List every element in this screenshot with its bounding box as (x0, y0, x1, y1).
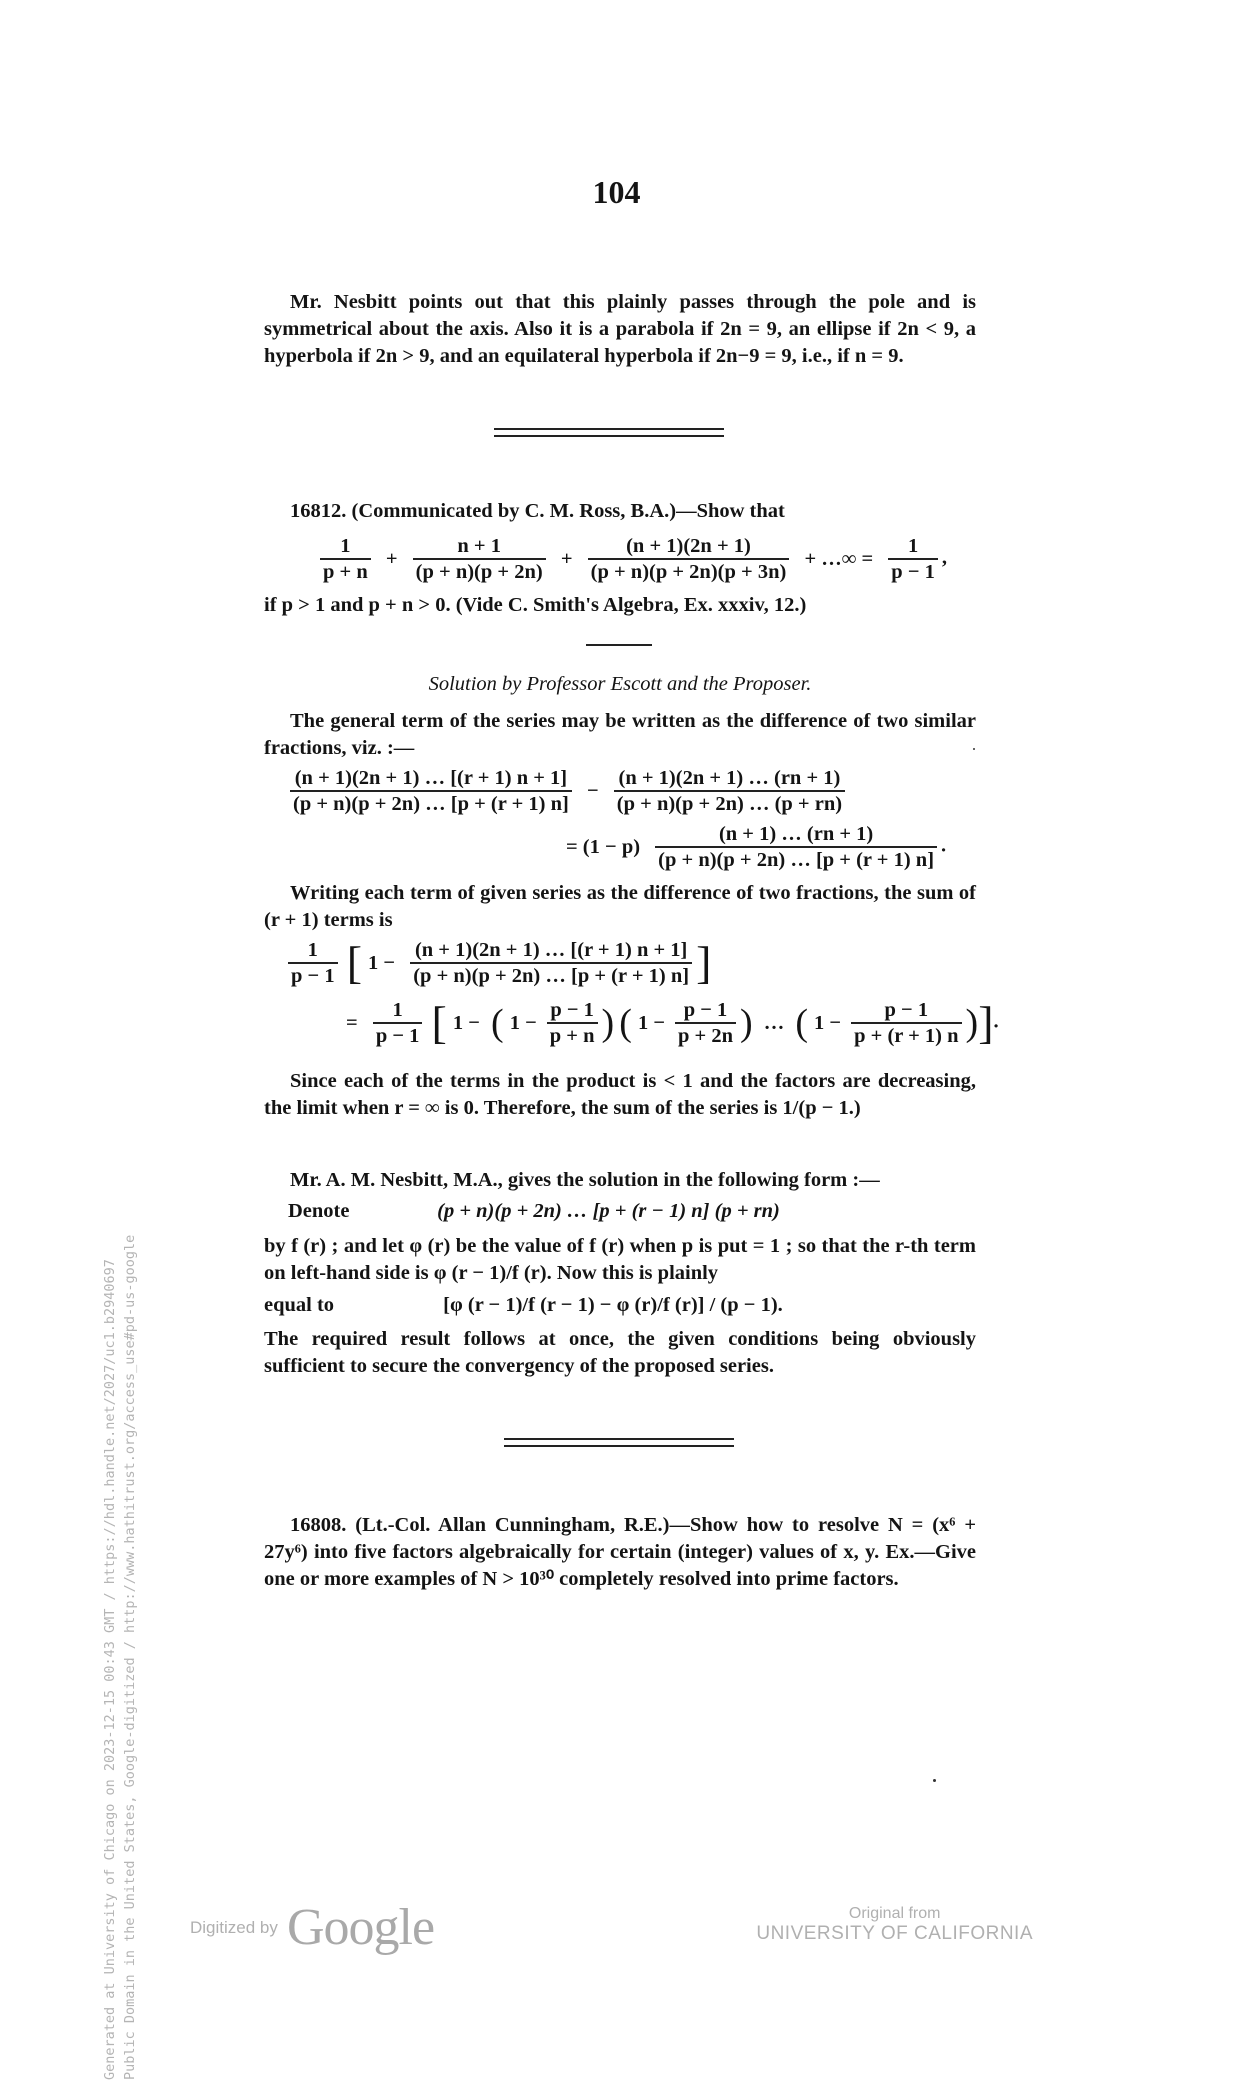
equal-to-expression: [φ (r − 1)/f (r − 1) − φ (r)/f (r)] / (p − 1). (443, 1294, 783, 1316)
plus-sign: + (560, 547, 573, 570)
original-from-label: Original from (848, 1905, 941, 1922)
right-paren: ) (739, 1002, 753, 1044)
section-divider (504, 1438, 734, 1447)
equals-prefix: = (1 − p) (566, 835, 641, 858)
series-fraction-3: $\frac{(n + 1)(2n + 1)}{(p + n)(p + 2n)(p + 3n)}$ (588, 534, 790, 584)
question-16808-paragraph (264, 1512, 976, 1593)
solution-title-block (264, 671, 976, 698)
general-term-fraction-a: $\frac{(n + 1)(2n + 1) \dots [(r + 1) n + 1]}{(p + n)(p + 2n) \dots [p + (r + 1) n]}$ (290, 766, 572, 816)
university-name: UNIVERSITY OF CALIFORNIA (756, 1923, 1033, 1944)
intro-paragraph: Mr. Nesbitt points out that this plainly passes through the pole and is symmetrical about the axis. Also it is a parabola if 2n = 9, an ellipse if 2n < 9, a hyperbola if 2n > 9, and an equilateral hyperbola if 2n−9 = 9, i.e., if n = 9. (264, 291, 976, 367)
solution-paragraph-4: Mr. A. M. Nesbitt, M.A., gives the solution in the following form :— (290, 1169, 880, 1191)
one-minus: 1 − (452, 1011, 480, 1034)
series-fraction-1: $\frac{1}{p + n}$ (320, 534, 371, 584)
factor-r: $\frac{p - 1}{p + (r + 1) n}$ (851, 998, 961, 1048)
partial-sum-equation (284, 938, 711, 988)
one-minus: 1 − (814, 1011, 842, 1034)
plus-sign: + (385, 547, 398, 570)
one-minus: 1 − (637, 1011, 665, 1034)
partial-sum-fraction: $\frac{(n + 1)(2n + 1) \dots [(r + 1) n + 1]}{(p + n)(p + 2n) \dots [p + (r + 1) n]}$ (410, 938, 692, 988)
google-logo: Google (287, 1899, 435, 1956)
question-number: 16808. (290, 1514, 347, 1536)
solution-paragraph-5: by f (r) ; and let φ (r) be the value of f (r) when p is put = 1 ; so that the r-th term on left-hand side is φ (r − 1)/f (r). Now this is plainly (264, 1235, 976, 1284)
minus-sign: − (586, 779, 599, 802)
denote-label: Denote (288, 1200, 350, 1222)
question-header (264, 498, 976, 525)
product-equation (340, 998, 999, 1048)
equal-to-line (264, 1294, 783, 1317)
general-term-equation (286, 766, 849, 816)
solution-paragraph-3: Since each of the terms in the product is < 1 and the factors are decreasing, the limit when r = ∞ is 0. Therefore, the sum of the series is 1/(p − 1.) (264, 1070, 976, 1119)
general-term-fraction-c: $\frac{(n + 1) \dots (rn + 1)}{(p + n)(p + 2n) \dots [p + (r + 1) n]}$ (655, 822, 937, 872)
period: . (993, 1010, 999, 1033)
general-term-fraction-b: $\frac{(n + 1)(2n + 1) \dots (rn + 1)}{(p + n)(p + 2n) \dots (p + rn)}$ (614, 766, 845, 816)
section-divider (494, 428, 724, 437)
right-bracket: ] (696, 937, 712, 988)
one-minus: 1 − (509, 1011, 537, 1034)
ellipsis: … (763, 1011, 785, 1034)
left-paren: ( (795, 1002, 809, 1044)
general-term-simplified (560, 822, 946, 872)
watermark-line-2: Public Domain in the United States, Google-digitized / http://www.hathitrust.org/access_use#pd-us-google (122, 1234, 138, 2080)
left-bracket: [ (431, 997, 447, 1048)
equals-sign: = (346, 1011, 358, 1034)
solution-para-4-block (264, 1167, 976, 1194)
series-fraction-2: $\frac{n + 1}{(p + n)(p + 2n)}$ (413, 534, 546, 584)
solution-paragraph-1: The general term of the series may be written as the difference of two similar fractions, viz. :— (264, 710, 976, 759)
left-paren: ( (619, 1002, 632, 1044)
denote-expression: (p + n)(p + 2n) … [p + (r − 1) n] (p + rn) (437, 1200, 780, 1222)
denote-line (288, 1200, 780, 1223)
period: . (941, 834, 947, 857)
speck (973, 748, 975, 750)
short-rule (586, 644, 652, 646)
left-bracket: [ (346, 937, 363, 988)
prefactor-fraction: $\frac{1}{p - 1}$ (288, 938, 338, 988)
series-result: $\frac{1}{p - 1}$ (888, 534, 938, 584)
question-16808-block (264, 1512, 976, 1593)
intro-section (264, 289, 976, 370)
hathitrust-watermark (100, 1100, 140, 2080)
solution-title: Solution by Professor Escott and the Proposer. (428, 673, 812, 695)
one-minus: 1 − (368, 951, 396, 974)
question-statement: (Communicated by C. M. Ross, B.A.)—Show that (351, 500, 785, 522)
right-paren: ) (965, 1002, 979, 1044)
question-number: 16812. (290, 500, 347, 522)
question-condition: if p > 1 and p + n > 0. (Vide C. Smith's Algebra, Ex. xxxiv, 12.) (264, 594, 807, 616)
question-text: (Lt.-Col. Allan Cunningham, R.E.)—Show how to resolve N = (x⁶ + 27y⁶) into five factors algebraically for certain (integer) values of x, y. Ex.—Give one or more examples of N > 10³⁰ completely resolved into prime factors. (264, 1514, 976, 1590)
digitized-by-label: Digitized by (190, 1918, 278, 1937)
right-paren: ) (601, 1002, 615, 1044)
condition-line (264, 592, 976, 619)
solution-para-5-block (264, 1233, 976, 1287)
series-equation (316, 534, 947, 584)
comma: , (941, 546, 948, 569)
speck (933, 1779, 936, 1782)
solution-para-2-block (264, 880, 976, 934)
question-16812-header (264, 498, 976, 525)
equal-to-label: equal to (264, 1294, 335, 1316)
watermark-line-1: Generated at University of Chicago on 2023-12-15 00:43 GMT / https://hdl.handle.net/2027/uc1.b2940697 (102, 1259, 118, 2080)
solution-para-1-block (264, 708, 976, 762)
solution-paragraph-2: Writing each term of given series as the difference of two fractions, the sum of (r + 1) terms is (264, 882, 976, 931)
series-tail: + …∞ = (804, 547, 874, 570)
factor-1: $\frac{p - 1}{p + n}$ (547, 998, 598, 1048)
solution-paragraph-6: The required result follows at once, the given conditions being obviously sufficient to secure the convergency of the proposed series. (264, 1328, 976, 1377)
page-number: 104 (592, 174, 641, 210)
product-prefactor: $\frac{1}{p - 1}$ (373, 998, 423, 1048)
left-paren: ( (491, 1002, 504, 1044)
right-bracket: ] (978, 997, 994, 1048)
solution-para-3-block (264, 1068, 976, 1122)
original-source (756, 1905, 1033, 1945)
factor-2: $\frac{p - 1}{p + 2n}$ (675, 998, 736, 1048)
solution-para-6-block (264, 1326, 976, 1380)
